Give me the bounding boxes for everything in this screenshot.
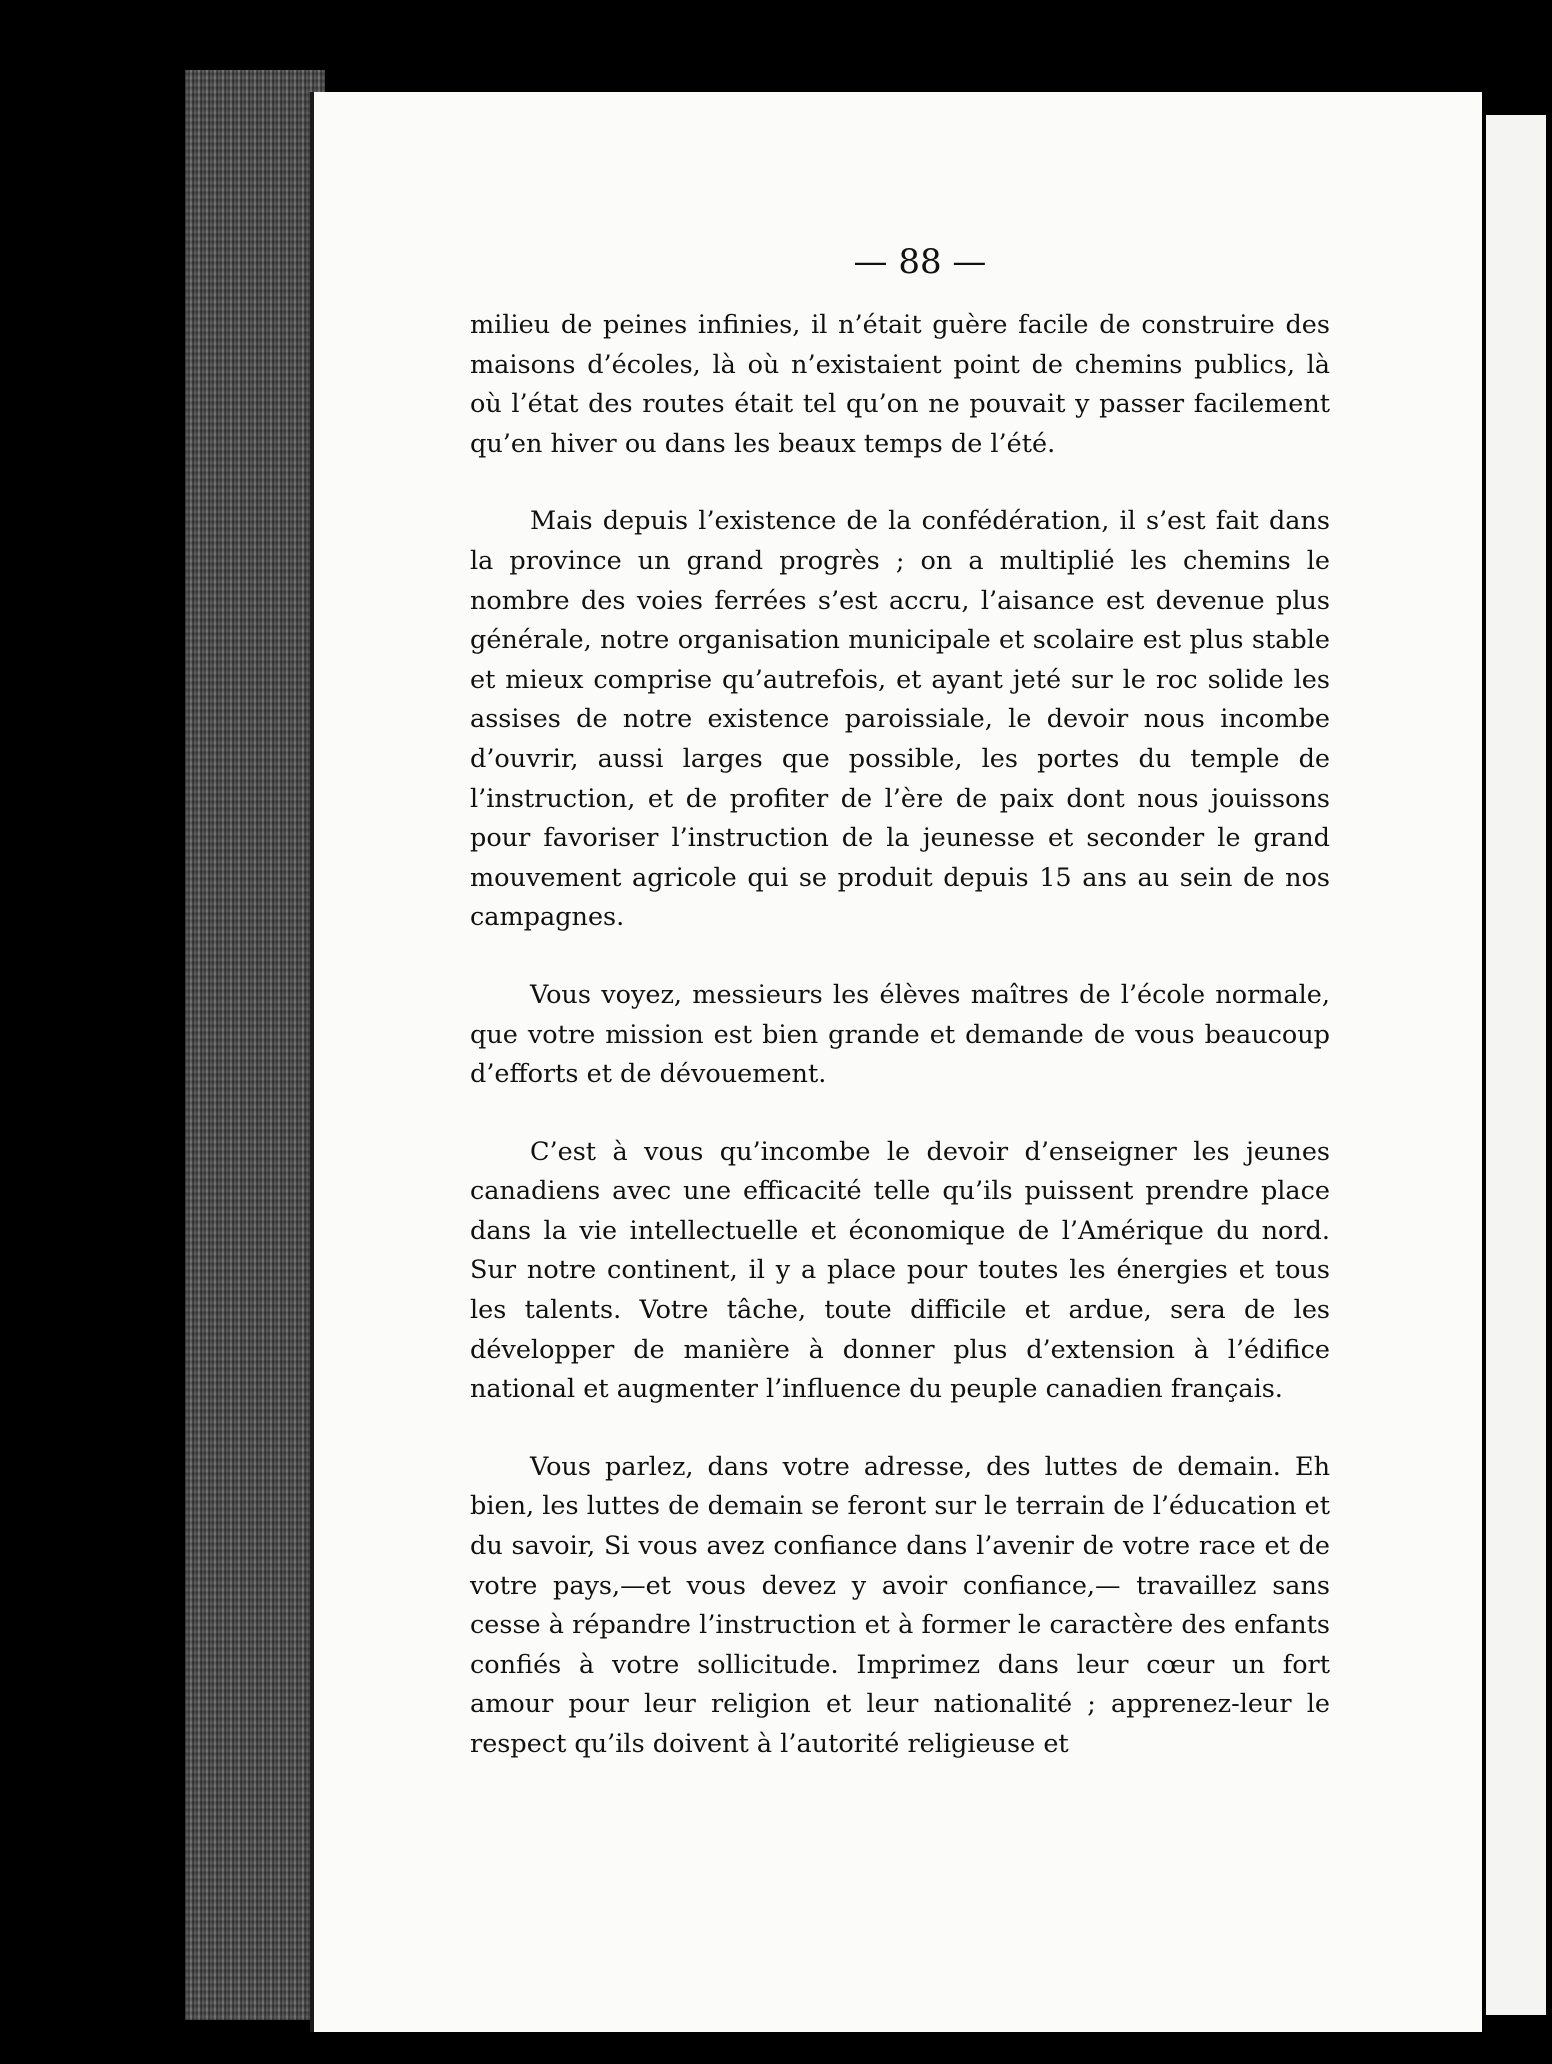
book-edge (185, 70, 325, 2020)
page-number: — 88 — (853, 242, 987, 282)
paragraph: C’est à vous qu’incombe le devoir d’enseigner les jeunes canadiens avec une efficacité telle qu’ils puissent prendre place dans la vie intellectuelle et économique de l’Amérique du nord. Sur notre continent, il y a place pour toutes les énergies et tous les talents. Votre tâche, toute difficile et ardue, sera de les développer de manière à donner plus d’extension à l’édifice national et augmenter l’influence du peuple canadien français. (470, 1136, 1330, 1405)
paragraph: Vous parlez, dans votre adresse, des luttes de demain. Eh bien, les luttes de demain se feront sur le terrain de l’éducation et du savoir, Si vous avez confiance dans l’avenir de votre race et de votre pays,—et vous devez y avoir confiance,— travaillez sans cesse à répandre l’instruction et à former le caractère des enfants confiés à votre sollicitude. Imprimez dans leur cœur un fort amour pour leur religion et leur nationalité ; apprenez-leur le respect qu’ils doivent à l’autorité religieuse et (470, 1451, 1330, 1759)
body-text (470, 306, 1330, 1803)
facing-page-edge (1486, 115, 1546, 2015)
paragraph: Vous voyez, messieurs les élèves maîtres de l’école normale, que votre mission est bien grande et demande de vous beaucoup d’efforts et de dévouement. (470, 979, 1330, 1090)
paragraph: Mais depuis l’existence de la confédération, il s’est fait dans la province un grand progrès ; on a multiplié les chemins le nombre des voies ferrées s’est accru, l’aisance est devenue plus générale, notre organisation municipale et scolaire est plus stable et mieux comprise qu’autrefois, et ayant jeté sur le roc solide les assises de notre existence paroissiale, le devoir nous incombe d’ouvrir, aussi larges que possible, les portes du temple de l’instruction, et de profiter de l’ère de paix dont nous jouissons pour favoriser l’instruction de la jeunesse et seconder le grand mouvement agricole qui se produit depuis 15 ans au sein de nos campagnes. (470, 506, 1330, 933)
paragraph: milieu de peines infinies, il n’était guère facile de construire des maisons d’écoles, là où n’existaient point de chemins publics, là où l’état des routes était tel qu’on ne pouvait y passer facilement qu’en hiver ou dans les beaux temps de l’été. (470, 310, 1330, 459)
